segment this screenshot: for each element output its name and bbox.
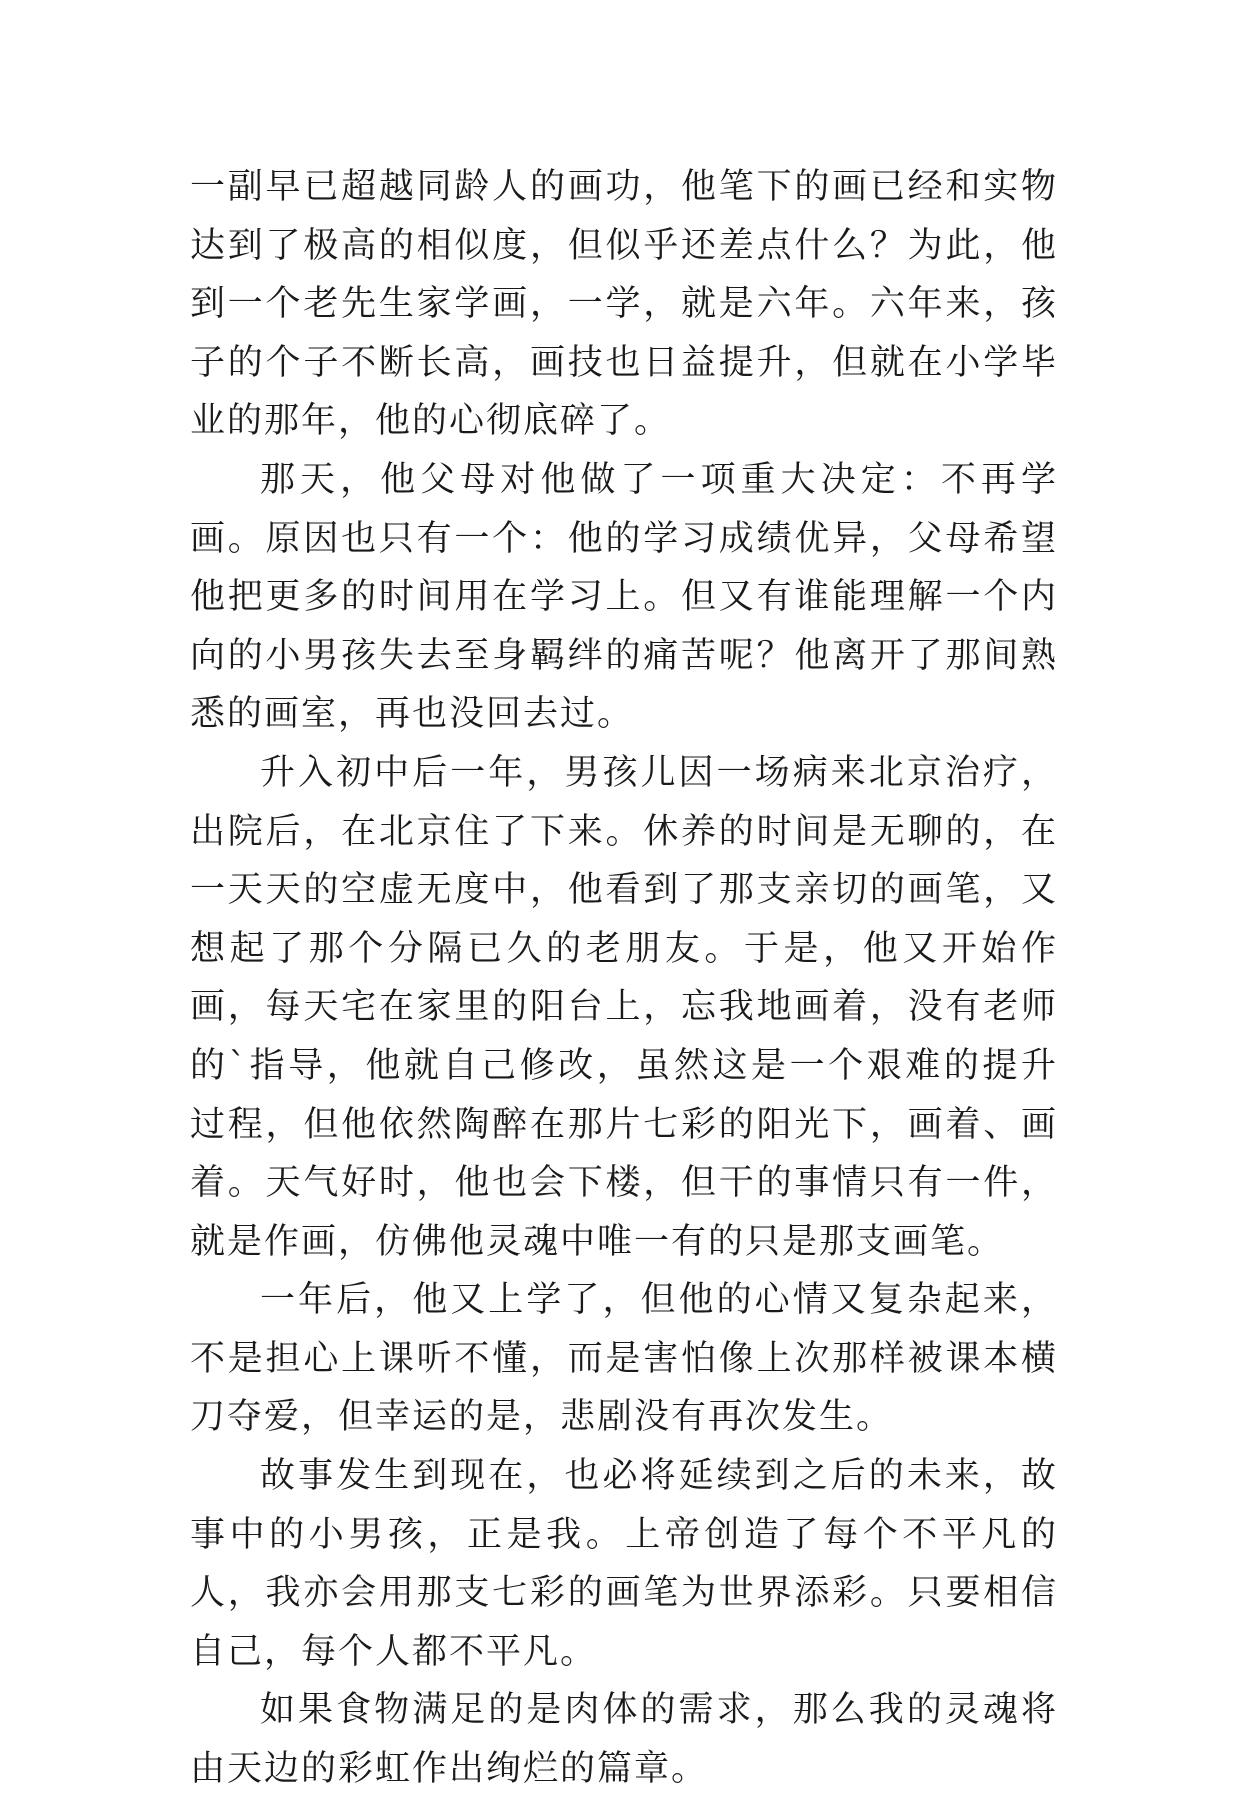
- document-body: [190, 158, 1058, 1799]
- paragraph-1: 一副早已超越同龄人的画功，他笔下的画已经和实物达到了极高的相似度，但似乎还差点什么？为此，他到一个老先生家学画，一学，就是六年。六年来，孩子的个子不断长高，画技也日益提升，但就在小学毕业的那年，他的心彻底碎了。: [190, 167, 1058, 442]
- paragraph-3: 升入初中后一年，男孩儿因一场病来北京治疗，出院后，在北京住了下来。休养的时间是无聊的，在一天天的空虚无度中，他看到了那支亲切的画笔，又想起了那个分隔已久的老朋友。于是，他又开始作画，每天宅在家里的阳台上，忘我地画着，没有老师的`指导，他就自己修改，虽然这是一个艰难的提升过程，但他依然陶醉在那片七彩的阳光下，画着、画着。天气好时，他也会下楼，但干的事情只有一件，就是作画，仿佛他灵魂中唯一有的只是那支画笔。: [190, 752, 1058, 1262]
- paragraph-4: 一年后，他又上学了，但他的心情又复杂起来，不是担心上课听不懂，而是害怕像上次那样被课本横刀夺爱，但幸运的是，悲剧没有再次发生。: [190, 1280, 1058, 1438]
- paragraph-2: 那天，他父母对他做了一项重大决定：不再学画。原因也只有一个：他的学习成绩优异，父母希望他把更多的时间用在学习上。但又有谁能理解一个内向的小男孩失去至身羁绊的痛苦呢？他离开了那间熟悉的画室，再也没回去过。: [190, 459, 1058, 735]
- paragraph-6: 如果食物满足的是肉体的需求，那么我的灵魂将由天边的彩虹作出绚烂的篇章。: [190, 1690, 1058, 1790]
- paragraph-5: 故事发生到现在，也必将延续到之后的未来，故事中的小男孩，正是我。上帝创造了每个不平凡的人，我亦会用那支七彩的画笔为世界添彩。只要相信自己，每个人都不平凡。: [190, 1456, 1058, 1672]
